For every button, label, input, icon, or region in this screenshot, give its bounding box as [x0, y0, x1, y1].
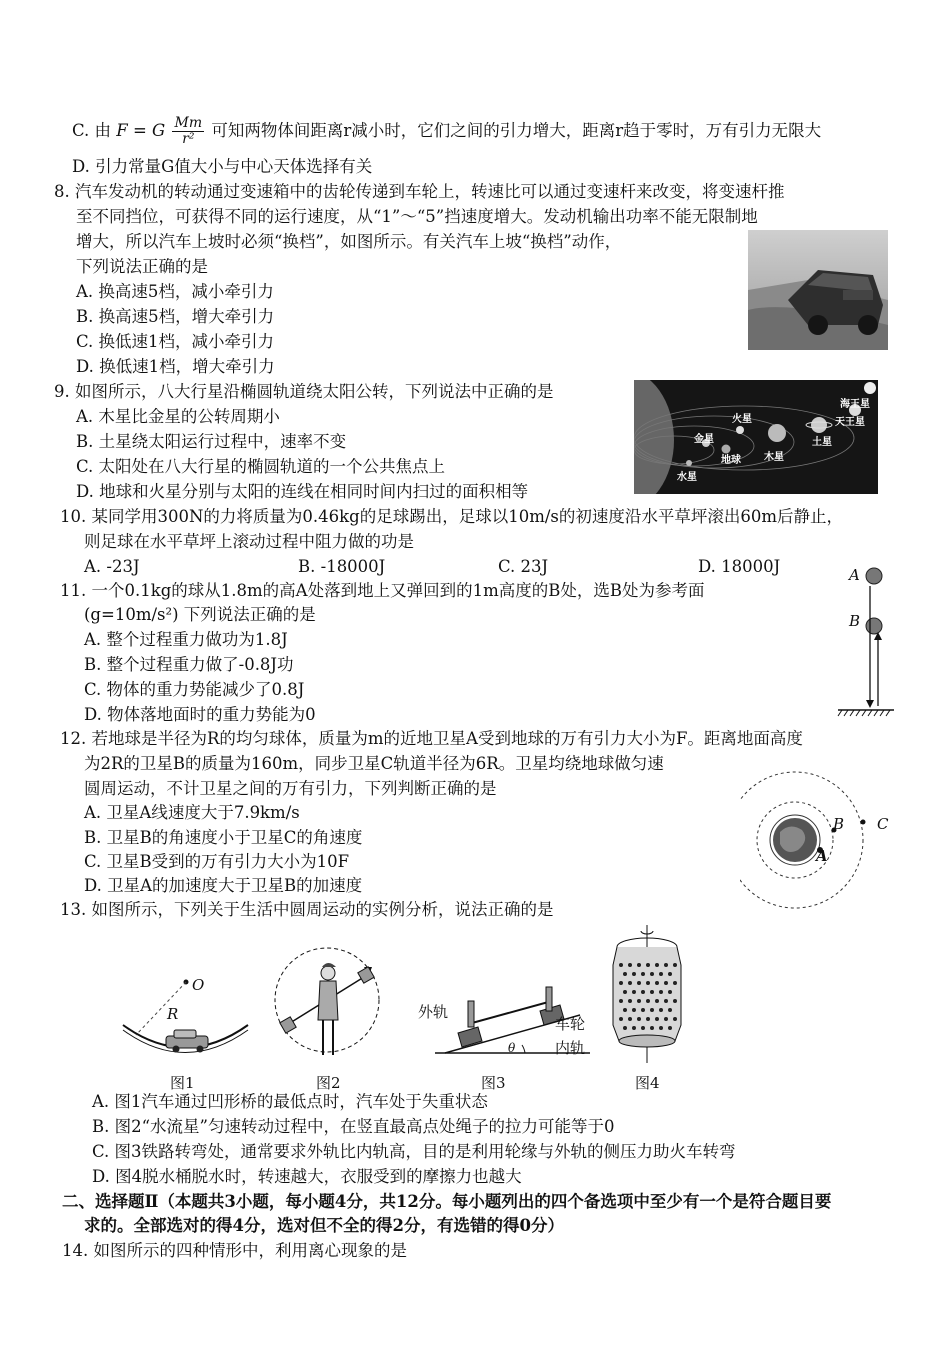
dryer-hole: [628, 963, 632, 967]
dryer-hole: [668, 1026, 672, 1030]
dryer-hole: [650, 990, 654, 994]
dryer-hole: [650, 1008, 654, 1012]
dryer-hole: [628, 1017, 632, 1021]
q9-option-a: A. 木星比金星的公转周期小: [76, 407, 280, 426]
q7-formula-fraction: [172, 116, 204, 147]
dryer-hole: [655, 999, 659, 1003]
dryer-hole: [623, 1008, 627, 1012]
q13-option-a: A. 图1汽车通过凹形桥的最低点时，汽车处于失重状态: [92, 1092, 488, 1111]
dryer-hole: [623, 990, 627, 994]
dryer-hole: [646, 999, 650, 1003]
dryer-hole: [655, 1017, 659, 1021]
dryer-hole: [637, 1017, 641, 1021]
dryer-hole: [641, 990, 645, 994]
q10-stem-line1: 10. 某同学用300N的力将质量为0.46kg的足球踢出，足球以10m/s的初速度沿水平草坪滚出60m后静止，: [60, 507, 844, 526]
dryer-hole: [664, 963, 668, 967]
dryer-hole: [650, 1026, 654, 1030]
q9-stem: 9. 如图所示，八大行星沿椭圆轨道绕太阳公转，下列说法中正确的是: [54, 382, 554, 401]
q7-fraction-numerator: Mm: [174, 115, 203, 131]
q10-option-b: B. -18000J: [298, 557, 386, 576]
q8-stem-line4: 下列说法正确的是: [76, 257, 208, 276]
planet-label-uranus: 天王星: [835, 417, 865, 428]
dryer-hole: [673, 963, 677, 967]
fig1-label-r: R: [167, 1005, 179, 1023]
spin-dryer-figure: [605, 925, 690, 1065]
water-meteor-figure: [262, 945, 392, 1065]
planet-label-saturn: 土星: [812, 437, 832, 448]
q9-option-d: D. 地球和火星分别与太阳的连线在相同时间内扫过的面积相等: [76, 482, 529, 501]
concave-bridge-figure: [118, 970, 253, 1060]
solar-system-figure: [634, 380, 878, 494]
dryer-hole: [664, 1017, 668, 1021]
q7-option-d: D. 引力常量G值大小与中心天体选择有关: [72, 157, 373, 176]
dryer-hole: [632, 1026, 636, 1030]
q8-stem-line2: 至不同挡位，可获得不同的运行速度，从“1”～“5”挡速度增大。发动机输出功率不能无限制地: [76, 207, 758, 226]
dryer-hole: [646, 963, 650, 967]
dryer-hole: [673, 999, 677, 1003]
dryer-hole: [619, 963, 623, 967]
q12-option-d: D. 卫星A的加速度大于卫星B的加速度: [84, 876, 363, 895]
q14-stem: 14. 如图所示的四种情形中，利用离心现象的是: [62, 1241, 407, 1260]
q11-label-b: B: [849, 612, 861, 630]
planet-label-earth: 地球: [721, 455, 741, 466]
q7-fraction-denominator: r²: [182, 131, 195, 147]
car-uphill-photo: [748, 230, 888, 350]
dryer-hole: [650, 972, 654, 976]
dryer-hole: [668, 972, 672, 976]
q9-option-b: B. 土星绕太阳运行过程中，速率不变: [76, 432, 347, 451]
q12-stem-line2: 为2R的卫星B的质量为160m，同步卫星C轨道半径为6R。卫星均绕地球做匀速: [84, 754, 664, 773]
q8-option-d: D. 换低速1档，增大牵引力: [76, 357, 275, 376]
section2-heading-line2: 求的。全部选对的得4分，选对但不全的得2分，有选错的得0分）: [84, 1216, 564, 1235]
planet-label-jupiter: 木星: [764, 452, 784, 463]
dryer-hole: [632, 1008, 636, 1012]
dryer-hole: [659, 990, 663, 994]
dryer-hole: [659, 1026, 663, 1030]
dryer-hole: [637, 999, 641, 1003]
fig3-theta-label: θ: [508, 1041, 516, 1055]
dryer-hole: [641, 1008, 645, 1012]
q10-option-c: C. 23J: [498, 557, 549, 576]
dryer-hole: [619, 981, 623, 985]
q13-option-c: C. 图3铁路转弯处，通常要求外轨比内轨高，目的是利用轮缘与外轨的侧压力助火车转弯: [92, 1142, 736, 1161]
q7-c-text: 可知两物体间距离r减小时，它们之间的引力增大，距离r趋于零时，万有引力无限大: [211, 121, 822, 140]
q12-stem-line1: 12. 若地球是半径为R的均匀球体，质量为m的近地卫星A受到地球的万有引力大小为F。距离地面高度: [60, 729, 803, 748]
dryer-hole: [664, 981, 668, 985]
fig3-wheel-label: 车轮: [555, 1015, 586, 1033]
dryer-hole: [668, 1008, 672, 1012]
dryer-hole: [632, 990, 636, 994]
dryer-hole: [668, 990, 672, 994]
dryer-hole: [628, 981, 632, 985]
dryer-hole: [632, 972, 636, 976]
q13-stem: 13. 如图所示，下列关于生活中圆周运动的实例分析，说法正确的是: [60, 900, 554, 919]
q11-option-d: D. 物体落地面时的重力势能为0: [84, 705, 316, 724]
dryer-hole: [655, 981, 659, 985]
dryer-hole: [619, 999, 623, 1003]
dryer-hole: [646, 981, 650, 985]
q7-option-c: [72, 116, 821, 147]
q11-stem-line1: 11. 一个0.1kg的球从1.8m的高A处落到地上又弹回到的1m高度的B处，选B处为参考面: [60, 581, 705, 600]
fig3-inner-rail-label: 内轨: [555, 1039, 586, 1057]
fig3-outer-rail-label: 外轨: [418, 1003, 449, 1021]
q12-label-c: C: [877, 815, 889, 833]
ball-drop-diagram: [836, 560, 896, 720]
fig2-caption: 图2: [316, 1074, 341, 1092]
dryer-hole: [673, 1017, 677, 1021]
dryer-hole: [619, 1017, 623, 1021]
planet-label-neptune: 海王星: [840, 399, 870, 410]
dryer-hole: [664, 999, 668, 1003]
fig1-label-o: O: [192, 976, 205, 994]
planet-label-mars: 火星: [732, 414, 752, 425]
satellite-orbits-diagram: [740, 770, 880, 910]
q13-option-b: B. 图2“水流星”匀速转动过程中，在竖直最高点处绳子的拉力可能等于0: [92, 1117, 615, 1136]
dryer-hole: [628, 999, 632, 1003]
q12-option-a: A. 卫星A线速度大于7.9km/s: [84, 803, 300, 822]
q11-option-c: C. 物体的重力势能减少了0.8J: [84, 680, 305, 699]
dryer-hole: [655, 963, 659, 967]
dryer-hole: [659, 972, 663, 976]
q8-stem-line3: 增大，所以汽车上坡时必须“换档”，如图所示。有关汽车上坡“换档”动作，: [76, 232, 622, 251]
q13-option-d: D. 图4脱水桶脱水时，转速越大，衣服受到的摩擦力也越大: [92, 1167, 522, 1186]
dryer-hole: [641, 1026, 645, 1030]
q8-option-c: C. 换低速1档，减小牵引力: [76, 332, 275, 351]
q11-label-a: A: [849, 566, 860, 584]
q11-stem-line2: (g=10m/s²) 下列说法正确的是: [84, 605, 316, 624]
fig3-caption: 图3: [481, 1074, 506, 1092]
q12-label-b: B: [833, 815, 845, 833]
fig1-caption: 图1: [170, 1074, 195, 1092]
q10-option-d: D. 18000J: [698, 557, 781, 576]
q10-stem-line2: 则足球在水平草坪上滚动过程中阻力做的功是: [84, 532, 414, 551]
q8-option-b: B. 换高速5档，增大牵引力: [76, 307, 275, 326]
q9-option-c: C. 太阳处在八大行星的椭圆轨道的一个公共焦点上: [76, 457, 446, 476]
dryer-hole: [623, 972, 627, 976]
dryer-hole: [673, 981, 677, 985]
q12-stem-line3: 圆周运动，不计卫星之间的万有引力，下列判断正确的是: [84, 779, 497, 798]
dryer-hole: [659, 1008, 663, 1012]
q10-option-a: A. -23J: [84, 557, 140, 576]
dryer-hole: [623, 1026, 627, 1030]
q11-option-a: A. 整个过程重力做功为1.8J: [84, 630, 288, 649]
planet-label-venus: 金星: [694, 434, 714, 445]
q8-stem-line1: 8. 汽车发动机的转动通过变速箱中的齿轮传递到车轮上，转速比可以通过变速杆来改变，将变速杆推: [54, 182, 785, 201]
dryer-hole: [646, 1017, 650, 1021]
planet-label-mercury: 水星: [677, 472, 697, 483]
q7-formula-lhs: F = G: [116, 121, 166, 140]
dryer-hole: [641, 972, 645, 976]
q8-option-a: A. 换高速5档，减小牵引力: [76, 282, 274, 301]
section2-heading-line1: 二、选择题Ⅱ（本题共3小题，每小题4分，共12分。每小题列出的四个备选项中至少有一个是符合题目要: [62, 1192, 832, 1211]
q12-label-a: A: [816, 847, 828, 865]
fig4-caption: 图4: [635, 1074, 660, 1092]
dryer-hole: [637, 981, 641, 985]
dryer-hole: [637, 963, 641, 967]
q12-option-b: B. 卫星B的角速度小于卫星C的角速度: [84, 828, 363, 847]
q11-option-b: B. 整个过程重力做了-0.8J功: [84, 655, 294, 674]
q12-option-c: C. 卫星B受到的万有引力大小为10F: [84, 852, 350, 871]
q7-c-prefix: C. 由: [72, 121, 112, 140]
